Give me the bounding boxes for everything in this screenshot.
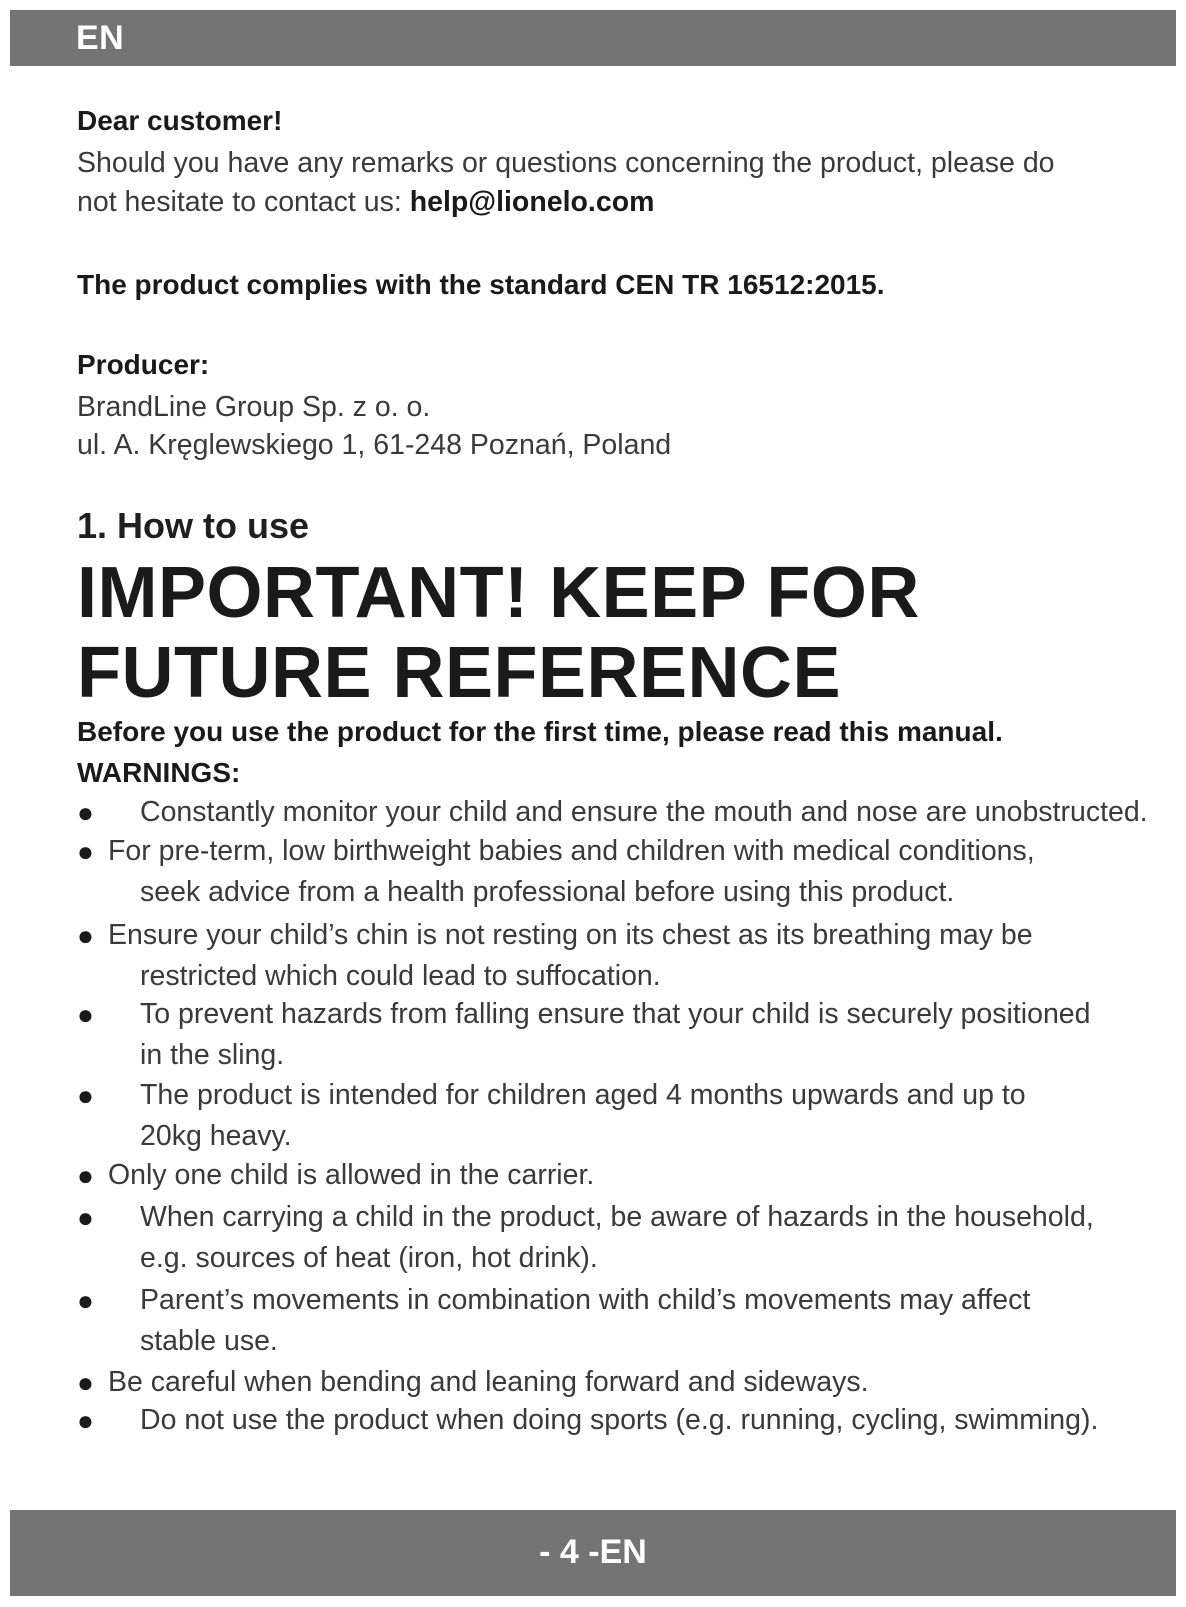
- greeting: Dear customer!: [77, 105, 283, 136]
- producer-label: Producer:: [77, 349, 210, 380]
- list-item: [77, 994, 1167, 1076]
- bullet-icon: ●: [77, 1202, 94, 1233]
- warning-text: Only one child is allowed in the carrier.: [108, 1159, 595, 1191]
- important-title-line-2: FUTURE REFERENCE: [77, 633, 842, 713]
- list-item: [77, 792, 1167, 833]
- list-item: [77, 831, 1167, 913]
- warning-text: Be careful when bending and leaning forward and sideways.: [108, 1366, 869, 1398]
- header-bar: [10, 10, 1176, 66]
- intro-text: Before you use the product for the first time, please read this manual.: [77, 716, 1003, 747]
- footer-bar: [10, 1510, 1176, 1596]
- list-item: [77, 1075, 1167, 1157]
- contact-line-2-prefix: not hesitate to contact us:: [77, 186, 410, 218]
- warning-text-continued: 20kg heavy.: [140, 1120, 292, 1152]
- bullet-icon: ●: [77, 999, 94, 1030]
- warnings-label: WARNINGS:: [77, 757, 241, 788]
- producer-name: BrandLine Group Sp. z o. o.: [77, 391, 431, 423]
- warning-text: To prevent hazards from falling ensure that your child is securely positioned: [140, 998, 1091, 1030]
- contact-line-2: [77, 182, 654, 222]
- contact-line-1: Should you have any remarks or questions concerning the product, please do: [77, 147, 1055, 179]
- warning-text-continued: e.g. sources of heat (iron, hot drink).: [140, 1242, 598, 1274]
- contact-email[interactable]: help@lionelo.com: [409, 186, 655, 218]
- bullet-icon: ●: [77, 920, 94, 951]
- warning-text: For pre-term, low birthweight babies and children with medical conditions,: [108, 835, 1035, 867]
- warning-text-continued: stable use.: [140, 1325, 278, 1357]
- list-item: [77, 1400, 1167, 1441]
- language-label: EN: [76, 19, 125, 57]
- warning-text-continued: in the sling.: [140, 1039, 285, 1071]
- bullet-icon: ●: [77, 1405, 94, 1436]
- section-heading: 1. How to use: [77, 505, 310, 546]
- bullet-icon: ●: [77, 797, 94, 828]
- warning-text-continued: seek advice from a health professional before using this product.: [140, 876, 955, 908]
- bullet-icon: ●: [77, 1080, 94, 1111]
- bullet-icon: ●: [77, 1367, 94, 1398]
- warning-text: Parent’s movements in combination with child’s movements may affect: [140, 1284, 1031, 1316]
- warning-text-continued: restricted which could lead to suffocation.: [140, 960, 661, 992]
- list-item: [77, 1197, 1167, 1279]
- warning-text: Do not use the product when doing sports (e.g. running, cycling, swimming).: [140, 1404, 1099, 1436]
- warning-text: When carrying a child in the product, be aware of hazards in the household,: [140, 1201, 1094, 1233]
- list-item: [77, 1280, 1167, 1362]
- important-title-line-1: IMPORTANT! KEEP FOR: [77, 553, 920, 633]
- list-item: [77, 1362, 1167, 1403]
- list-item: [77, 915, 1167, 997]
- warning-text: Ensure your child’s chin is not resting on its chest as its breathing may be: [108, 919, 1033, 951]
- bullet-icon: ●: [77, 836, 94, 867]
- warning-text: Constantly monitor your child and ensure the mouth and nose are unobstructed.: [140, 796, 1148, 828]
- warning-text: The product is intended for children aged 4 months upwards and up to: [140, 1079, 1026, 1111]
- bullet-icon: ●: [77, 1160, 94, 1191]
- page-number: - 4 -EN: [539, 1533, 647, 1571]
- compliance-statement: The product complies with the standard CEN TR 16512:2015.: [77, 269, 885, 300]
- list-item: [77, 1155, 1167, 1196]
- bullet-icon: ●: [77, 1285, 94, 1316]
- producer-address: ul. A. Kręglewskiego 1, 61-248 Poznań, Poland: [77, 429, 672, 461]
